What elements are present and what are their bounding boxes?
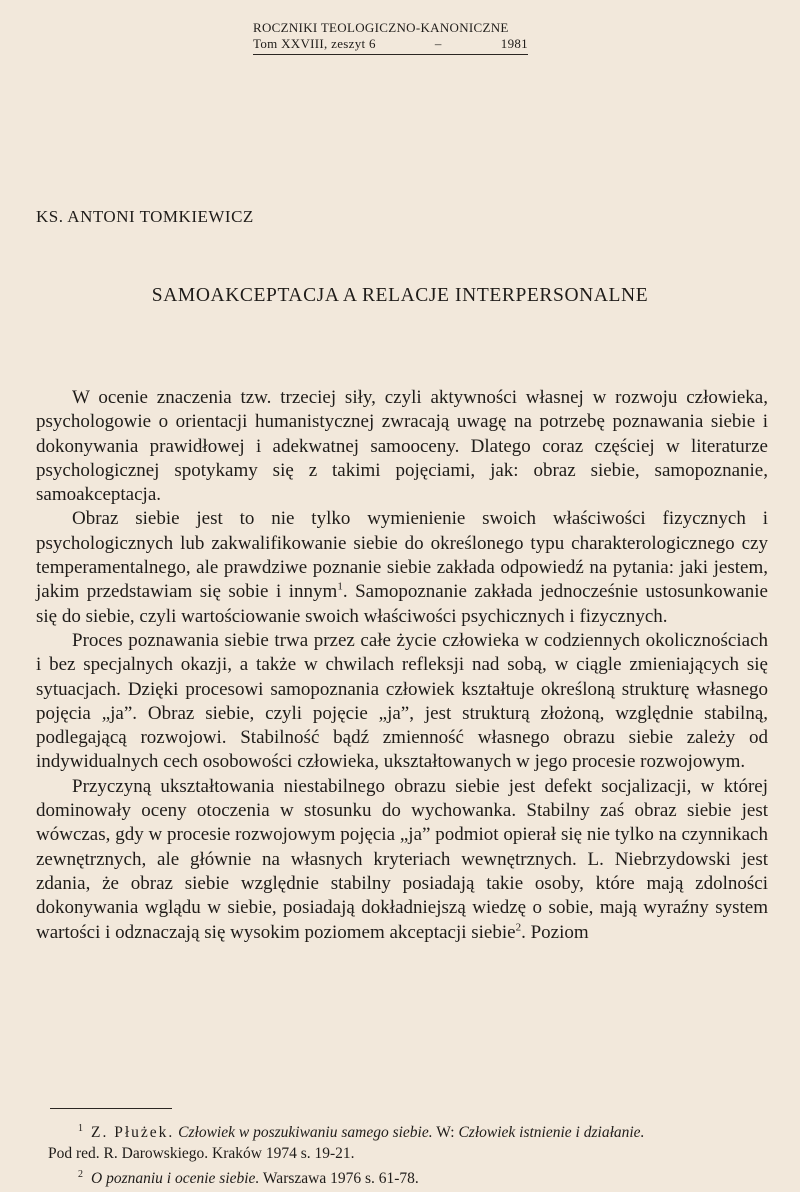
- publication-year: 1981: [500, 36, 528, 51]
- footnote-work-title: O poznaniu i ocenie siebie.: [91, 1170, 260, 1188]
- footnote-author: Z. Płużek.: [91, 1124, 175, 1142]
- volume-line: [253, 36, 528, 52]
- footnote-separator: [50, 1108, 172, 1109]
- volume-info: Tom XXVIII, zeszyt 6: [253, 36, 376, 51]
- paragraph-2: Obraz siebie jest to nie tylko wymienienie swoich właściwości fizycznych i psychologicznych lub zakwalifikowanie siebie do określonego typu charakterologicznego czy temperamentalnego, ale prawdziwe poznanie siebie zakłada odpowiedź na pytania: jaki jestem, jakim przedstawiam się sobie i innym$^1$. Samopoznanie zakłada jednocześnie ustosunkowanie się do siebie, czyli wartościowanie swoich właściwości psychicznych i fizycznych.: [36, 508, 768, 627]
- paragraph-1: W ocenie znaczenia tzw. trzeciej siły, czyli aktywności własnej w rozwoju człowieka, psychologowie o orientacji humanistycznej zwracają uwagę na potrzebę poznawania siebie i dokonywania prawidłowej i adekwatnej samooceny. Dlatego coraz częściej w literaturze psychologicznej spotykamy się z takimi pojęciami, jak: obraz siebie, samopoznanie, samoakceptacja.: [36, 387, 768, 506]
- footnote-number: 1: [78, 1123, 83, 1134]
- journal-header: [253, 20, 528, 55]
- footnote-number: 2: [78, 1169, 83, 1181]
- footnotes: [48, 1118, 768, 1189]
- footnote-1: $^1$ Z. Płużek. Człowiek w poszukiwaniu samego siebie. W: Człowiek istnienie i działanie. Pod red. R. Darowskiego. Kraków 1974 s. 19-21.: [48, 1118, 768, 1164]
- header-rule: [253, 54, 528, 55]
- journal-name: ROCZNIKI TEOLOGICZNO-KANONICZNE: [253, 20, 509, 35]
- paragraph-3: Proces poznawania siebie trwa przez całe życie człowieka w codziennych okolicznościach i bez specjalnych okazji, a także w chwilach refleksji nad sobą, w ciągle zmieniających się sytuacjach. Dzięki procesowi samopoznania człowiek kształtuje określoną strukturę własnego pojęcia „ja”. Obraz siebie, czyli pojęcie „ja”, jest strukturą złożoną, względnie stabilną, podlegającą rozwojowi. Stabilność bądź zmienność własnego obrazu siebie zależy od indywidualnych cech osobowości człowieka, ukształtowanych w jego procesie rozwojowym.: [36, 629, 768, 773]
- footnote-ref-1: 1: [337, 581, 343, 594]
- article-title: SAMOAKCEPTACJA A RELACJE INTERPERSONALNE: [151, 285, 649, 306]
- footnote-publication: Warszawa 1976 s. 61-78.: [259, 1170, 419, 1188]
- article-author: KS. ANTONI TOMKIEWICZ: [36, 207, 254, 226]
- footnote-ref-2: 2: [515, 921, 522, 934]
- volume-dash: –: [434, 36, 442, 51]
- footnote-2: [48, 1164, 768, 1189]
- footnote-work-title: Człowiek w poszukiwaniu samego siebie.: [178, 1124, 433, 1142]
- paragraph-4: Przyczyną ukształtowania niestabilnego obrazu siebie jest defekt socjalizacji, w której dominowały oceny otoczenia w stosunku do wychowanka. Stabilny zaś obraz siebie jest wówczas, gdy w procesie rozwojowym pojęcia „ja” podmiot opierał się nie tylko na czynnikach zewnętrznych, ale głównie na własnych kryteriach wewnętrznych. L. Niebrzydowski jest zdania, że obraz siebie względnie stabilny posiadają takie osoby, które mają zdolności dokonywania wglądu w siebie, posiadają dokładniejszą wiedzę o sobie, mają wyraźny system wartości i odznaczają się wysokim poziomem akceptacji siebie$^2$. Poziom: [36, 775, 768, 943]
- article-body: [36, 386, 768, 945]
- footnote-collection-title: Człowiek istnienie i działanie.: [458, 1124, 645, 1142]
- footnote-publication: Pod red. R. Darowskiego. Kraków 1974 s. 19-21.: [48, 1145, 355, 1163]
